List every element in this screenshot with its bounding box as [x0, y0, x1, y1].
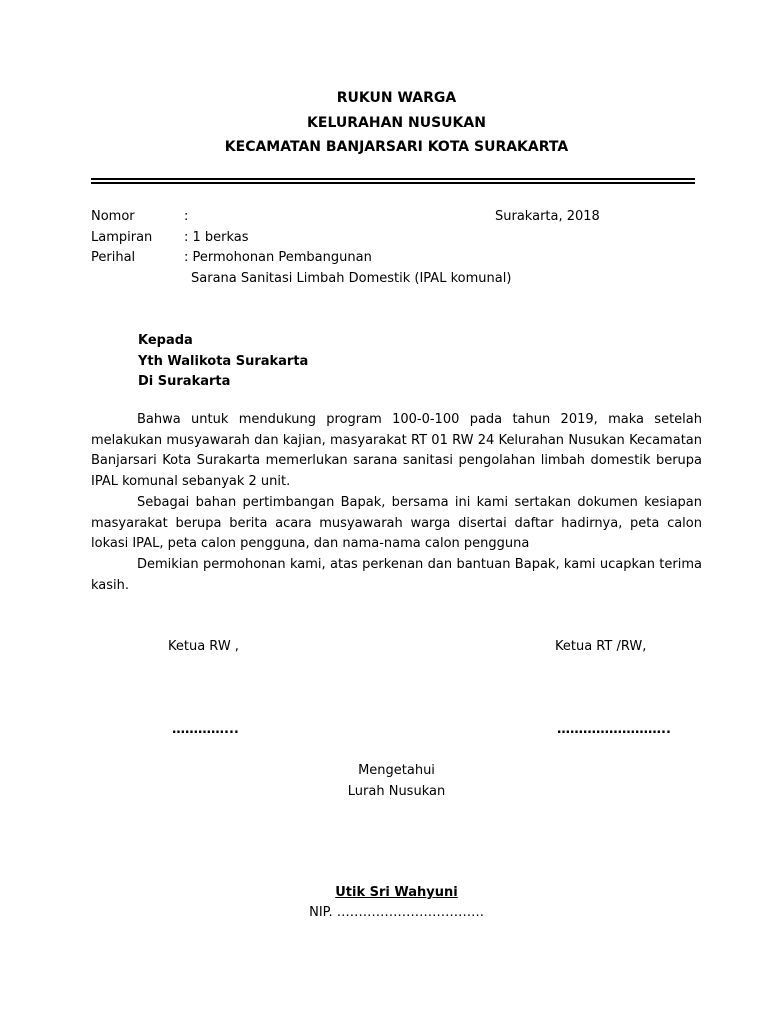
rw-signature-title: Ketua RW , [168, 639, 239, 654]
letterhead-line-3: KECAMATAN BANJARSARI KOTA SURAKARTA [224, 139, 569, 155]
acknowledge-label: Mengetahui [358, 763, 435, 778]
letterhead-line-1: RUKUN WARGA [336, 90, 457, 106]
lampiran-value: : 1 berkas [184, 230, 249, 245]
place-date: Surakarta, 2018 [495, 209, 600, 224]
nomor-value: : [184, 209, 189, 224]
letterhead-rule-bottom [91, 182, 695, 184]
body-paragraph-1: Bahwa untuk mendukung program 100-0-100 pada tahun 2019, maka setelah melakukan musyawarah dan kajian, masyarakat RT 01 RW 24 Kelurahan Nusukan Kecamatan Banjarsari Kota Surakarta memerlukan sarana sanitasi pengolahan limbah domestik berupa IPAL komunal sebanyak 2 unit. [91, 412, 702, 489]
lurah-signature-name: Utik Sri Wahyuni [335, 885, 458, 900]
recipient-line-3: Di Surakarta [138, 374, 231, 389]
lurah-title: Lurah Nusukan [347, 784, 446, 799]
rt-signature-title: Ketua RT /RW, [555, 639, 647, 654]
nomor-label: Nomor [91, 209, 135, 224]
letterhead-line-2: KELURAHAN NUSUKAN [307, 115, 486, 131]
letterhead-rule-top [91, 178, 695, 180]
recipient-line-2: Yth Walikota Surakarta [138, 354, 309, 369]
body-paragraph-3: Demikian permohonan kami, atas perkenan dan bantuan Bapak, kami ucapkan terima kasih. [91, 557, 702, 593]
perihal-label: Perihal [91, 250, 136, 265]
rw-signature-name: …………... [172, 722, 239, 737]
lampiran-label: Lampiran [91, 230, 153, 245]
rt-signature-name: …………………….. [557, 722, 671, 737]
recipient-line-1: Kepada [138, 333, 193, 348]
body-paragraph-2: Sebagai bahan pertimbangan Bapak, bersama ini kami sertakan dokumen kesiapan masyarakat berupa berita acara musyawarah warga disertai daftar hadirnya, peta calon lokasi IPAL, peta calon pengguna, dan nama-nama calon pengguna [91, 495, 702, 552]
lurah-nip: NIP. ……………………………. [309, 905, 484, 920]
perihal-value-line-2: Sarana Sanitasi Limbah Domestik (IPAL komunal) [191, 271, 512, 286]
perihal-value-line-1: : Permohonan Pembangunan [184, 250, 372, 265]
